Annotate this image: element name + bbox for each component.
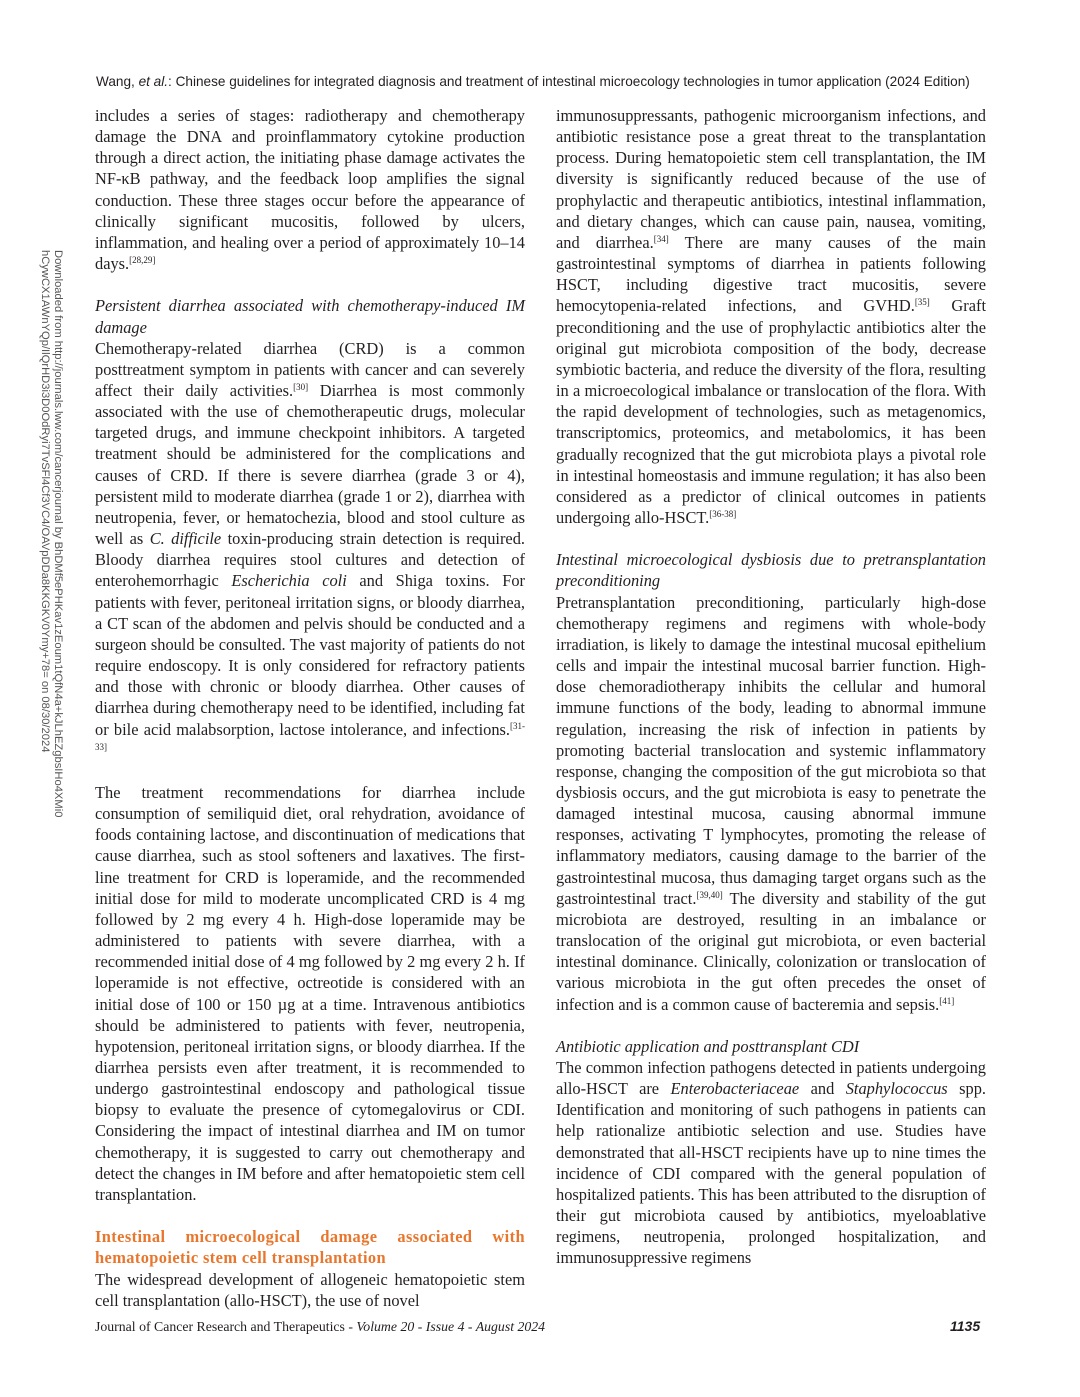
text: There are many causes of the main gastrointestinal symptoms of diarrhea in patients following HSCT, including digestive tract mucositis, severe hemocytopenia-related infections, and GVHD. bbox=[556, 232, 986, 316]
text: The common infection pathogens detected in patients undergoing allo-HSCT are bbox=[556, 1058, 986, 1099]
text: Persistent diarrhea associated with chemotherapy-induced IM damage bbox=[95, 296, 525, 337]
subsection-heading bbox=[95, 295, 525, 337]
citation[interactable]: [39,40] bbox=[696, 889, 723, 900]
section-heading bbox=[95, 1226, 525, 1268]
text: Graft preconditioning and the use of prophylactic antibiotics alter the original gut microbiota composition of the body, decrease symbiotic bacteria, and reduce the diversity of the flora, resulting in a microecological imbalance or translocation of the flora. With the rapid development of technologies, such as metagenomics, transcriptomics, proteomics, and metabolomics, it has been gradually recognized that the gut microbiota plays a pivotal role in intestinal homeostasis and immune regulation; it has also been considered as a predictor of clinical outcomes in patients undergoing allo-HSCT. bbox=[556, 296, 986, 527]
text: immunosuppressants, pathogenic microorganism infections, and antibiotic resistance pose a great threat to the transplantation process. During hematopoietic stem cell transplantation, the IM diversity is significantly reduced because of the use of prophylactic and therapeutic antibiotics, intestinal inflammation, and dietary changes, which can cause pain, nausea, vomiting, and diarrhea. bbox=[556, 106, 986, 252]
running-head-authors: Wang, bbox=[96, 74, 139, 89]
journal-issue: Volume 20 - Issue 4 - August 2024 bbox=[356, 1319, 546, 1334]
paragraph bbox=[556, 1057, 986, 1269]
running-head-title: : Chinese guidelines for integrated diagnosis and treatment of intestinal microecology technologies in tumor application (2024 Edition) bbox=[168, 74, 970, 89]
text: Pretransplantation preconditioning, particularly high-dose chemotherapy regimens and regimens with whole-body irradiation, is likely to damage the intestinal mucosal epithelium cells and impair the intestinal mucosal barrier function. High-dose chemoradiotherapy inhibits the cellular and humoral immune functions of the body, leading to abnormal immune regulation, increasing the risk of infection in patients by promoting bacterial translocation and systemic inflammatory response, changing the composition of the gut microbiota so that dysbiosis occurs, and the gut microbiota is easy to penetrate the damaged intestinal mucosa, causing abnormal immune responses, activating T lymphocytes, promoting the release of inflammatory mediators, causing damage to the barrier of the gastrointestinal mucosa, thus damaging target organs such as the gastrointestinal tract. bbox=[556, 592, 986, 908]
text: The diversity and stability of the gut microbiota are destroyed, resulting in an imbalance or translocation of the original gut microbiota, or even bacterial intestinal dominance. Clinically, colonization or translocation of various microbiota in the gut often precedes the onset of infection and is a common cause of bacteremia and sepsis. bbox=[556, 888, 986, 1014]
text: The widespread development of allogeneic hematopoietic stem cell transplantation (allo-HSCT), the use of novel bbox=[95, 1269, 525, 1310]
page-number: 1135 bbox=[950, 1318, 981, 1334]
subsection-heading bbox=[556, 549, 986, 591]
text: Chemotherapy-related diarrhea (CRD) is a common posttreatment symptom in patients with cancer and can severely affect their daily activities. bbox=[95, 338, 525, 401]
text: Antibiotic application and posttransplant CDI bbox=[556, 1036, 860, 1056]
watermark-line: hCywCX1AWnYQp/IlQrHD3i3D0OdRyi7TvSFl4Cf3VC4/OAVpDDa8KKGKV0Ymy+78= on 08/30/2024 bbox=[39, 250, 51, 753]
paragraph bbox=[95, 782, 525, 1205]
citation[interactable]: [36-38] bbox=[709, 508, 737, 519]
paragraph bbox=[95, 105, 525, 274]
text: toxin-producing strain detection is required. Bloody diarrhea requires stool cultures and detection of enterohemorrhagic bbox=[95, 529, 525, 591]
paragraph bbox=[556, 592, 986, 1015]
citation[interactable]: [34] bbox=[653, 233, 669, 244]
running-head bbox=[96, 74, 970, 89]
running-head-etal: et al. bbox=[138, 74, 169, 89]
text: spp. Identification and monitoring of such pathogens in patients can help rationalize antibiotic selection and use. Studies have demonstrated that all-HSCT recipients have up to nine times the incidence of CDI compared with the general population of hospitalized patients. This has been attributed to the disruption of their gut microbiota caused by antibiotics, myeloablative regimens, neutropenia, prolonged hospitalization, and immunosuppressive regimens bbox=[556, 1079, 986, 1268]
text: Intestinal microecological damage associated with hematopoietic stem cell transplantation bbox=[95, 1227, 525, 1268]
italic-term: Escherichia coli bbox=[231, 571, 347, 591]
citation[interactable]: [30] bbox=[293, 382, 309, 393]
text: The treatment recommendations for diarrhea include consumption of semiliquid diet, oral rehydration, avoidance of foods containing lactose, and discontinuation of medications that cause diarrhea, such as stool softeners and laxatives. The first-line treatment for CRD is loperamide, and the recommended initial dose for mild to moderate uncomplicated CRD is 4 mg followed by 2 mg every 4 h. High-dose loperamide may be administered to patients with severe diarrhea, with a recommended initial dose of 4 mg followed by 2 mg every 2 h. If loperamide is not effective, octreotide is considered with an initial dose of 100 or 150 µg at a time. Intravenous antibiotics should be administered to patients with fever, neutropenia, hypotension, peritoneal irritation signs, or bloody diarrhea. If the diarrhea persists even after treatment, it is recommended to undergo gastrointestinal endoscopy and pathological tissue biopsy to evaluate the presence of cytomegalovirus or CDI. Considering the impact of intestinal diarrhea and IM on tumor chemotherapy, it is suggested to carry out chemotherapy and detect the changes in IM before and after hematopoietic stem cell transplantation. bbox=[95, 782, 525, 1204]
text: and bbox=[799, 1079, 846, 1099]
paragraph bbox=[556, 105, 986, 528]
right-column bbox=[556, 105, 986, 1269]
text: Intestinal microecological dysbiosis due to pretransplantation preconditioning bbox=[556, 550, 986, 591]
citation[interactable]: [41] bbox=[939, 995, 955, 1006]
citation[interactable]: [28,29] bbox=[129, 255, 156, 266]
italic-term: C. difficile bbox=[149, 529, 222, 549]
journal-name: Journal of Cancer Research and Therapeutics - bbox=[95, 1319, 357, 1334]
italic-term: Staphylococcus bbox=[845, 1079, 948, 1099]
footer-journal bbox=[95, 1319, 545, 1335]
text: includes a series of stages: radiotherapy and chemotherapy damage the DNA and proinflammatory cytokine production through a direct action, the initiating phase damage activates the NF-κB pathway, and the feedback loop amplifies the signal conduction. These three stages occur before the appearance of clinically significant mucositis, followed by ulcers, inflammation, and healing over a period of approximately 10–14 days. bbox=[95, 106, 525, 274]
subsection-heading bbox=[556, 1036, 986, 1057]
paragraph bbox=[95, 1269, 525, 1311]
left-column bbox=[95, 105, 525, 1311]
text: and Shiga toxins. For patients with fever, peritoneal irritation signs, or bloody diarrhea, a CT scan of the abdomen and pelvis should be conducted and a surgeon should be consulted. The vast majority of patients do not require endoscopy. It is only considered for refractory patients and those with chronic or bloody diarrhea. Other causes of diarrhea during chemotherapy need to be identified, including fat or bile acid malabsorption, lactose intolerance, and infections. bbox=[95, 571, 525, 739]
text: Diarrhea is most commonly associated with the use of chemotherapeutic drugs, molecular targeted drugs, and immune checkpoint inhibitors. A targeted treatment should be administered for the complications and causes of CRD. If there is severe diarrhea (grade 3 or 4), persistent mild to moderate diarrhea (grade 1 or 2), diarrhea with neutropenia, fever, or hematochezia, blood and stool culture as well as bbox=[95, 381, 525, 549]
watermark-line: Downloaded from http://journals.lww.com/cancerjournal by BhDMf5ePHKav1zEoum1tQfN4a+kJLhEZgbsIHo4XMi0 bbox=[52, 250, 64, 818]
citation[interactable]: [35] bbox=[914, 297, 930, 308]
citation[interactable]: [31-33] bbox=[95, 720, 525, 752]
download-watermark bbox=[36, 250, 66, 860]
italic-term: Enterobacteriaceae bbox=[670, 1079, 800, 1099]
paragraph bbox=[95, 338, 525, 761]
